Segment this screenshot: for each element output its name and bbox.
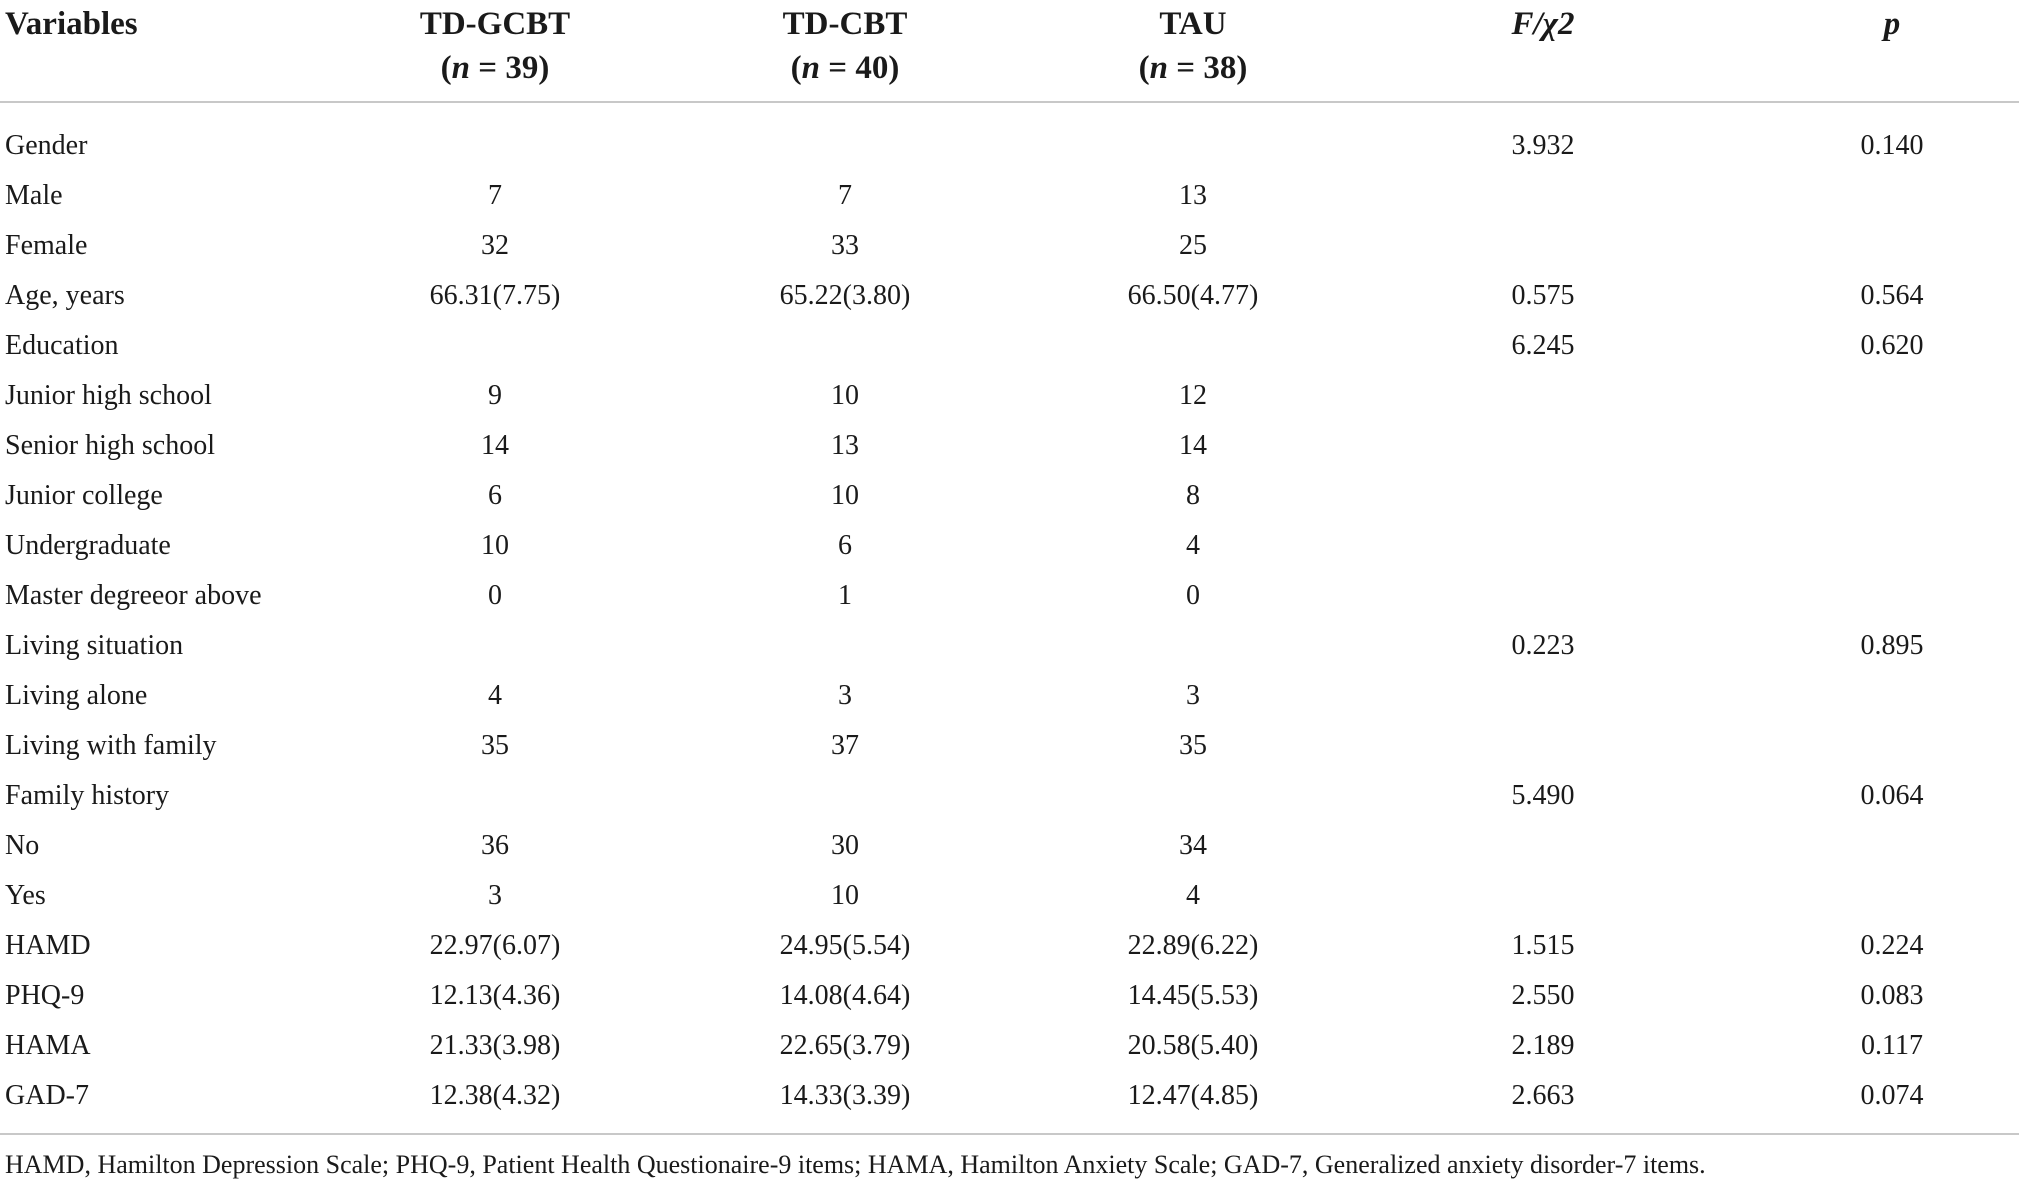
table-row [0,771,2019,821]
cell-stat: 5.490 [1511,780,1575,811]
cell-td-gcbt: 32 [481,230,509,261]
header-td-cbt-n: (n = 40) [790,50,900,86]
row-label: Male [5,180,63,211]
table-row [0,371,2019,421]
cell-tau: 66.50(4.77) [1127,280,1259,311]
row-label: Living with family [5,730,217,761]
cell-p: 0.117 [1861,1030,1923,1061]
table-row [0,321,2019,371]
row-label: GAD-7 [5,1080,89,1111]
cell-td-gcbt: 12.13(4.36) [429,980,561,1011]
header-variables [5,2,138,46]
cell-td-gcbt: 21.33(3.98) [429,1030,561,1061]
row-label: Living situation [5,630,184,661]
table-row [0,921,2019,971]
header-stat-label: F/χ2 [1511,6,1575,42]
row-label: Junior college [5,480,163,511]
cell-td-gcbt: 9 [488,380,502,411]
header-stat [1443,2,1643,46]
cell-td-gcbt: 12.38(4.32) [429,1080,561,1111]
cell-tau: 25 [1179,230,1207,261]
header-tau-n-value: = 38) [1168,50,1248,86]
cell-td-cbt: 14.33(3.39) [779,1080,911,1111]
cell-tau: 12 [1179,380,1207,411]
header-td-gcbt-n: (n = 39) [440,50,550,86]
header-tau-name: TAU [1159,6,1227,42]
cell-tau: 14 [1179,430,1207,461]
row-label: No [5,830,40,861]
cell-stat: 3.932 [1511,130,1575,161]
cell-td-gcbt: 6 [488,480,502,511]
cell-td-gcbt: 7 [488,180,502,211]
cell-td-gcbt: 66.31(7.75) [429,280,561,311]
cell-td-cbt: 22.65(3.79) [779,1030,911,1061]
table-row [0,821,2019,871]
row-label: PHQ-9 [5,980,85,1011]
cell-td-cbt: 14.08(4.64) [779,980,911,1011]
header-td-cbt-name: TD-CBT [782,6,908,42]
row-label: Senior high school [5,430,215,461]
cell-p: 0.140 [1860,130,1924,161]
table-row [0,171,2019,221]
row-label: Master degreeor above [5,580,262,611]
table-row [0,971,2019,1021]
header-td-gcbt-n-value: = 39) [470,50,550,86]
cell-tau: 0 [1186,580,1200,611]
cell-p: 0.083 [1860,980,1924,1011]
cell-stat: 6.245 [1511,330,1575,361]
header-td-cbt-n-label: n [801,50,821,86]
cell-tau: 35 [1179,730,1207,761]
cell-p: 0.620 [1860,330,1924,361]
cell-td-gcbt: 4 [488,680,502,711]
header-p-label: p [1883,6,1901,42]
cell-td-gcbt: 3 [488,880,502,911]
row-label: Education [5,330,119,361]
cell-p: 0.074 [1860,1080,1924,1111]
table-row [0,621,2019,671]
cell-td-gcbt: 36 [481,830,509,861]
cell-tau: 34 [1179,830,1207,861]
table-footnote: HAMD, Hamilton Depression Scale; PHQ-9, Patient Health Questionaire-9 items; HAMA, Hamilton Anxiety Scale; GAD-7, Generalized anxiety disorder-7 items. [5,1150,1706,1179]
row-label: Family history [5,780,170,811]
row-label: Yes [5,880,46,911]
row-label: Age, years [5,280,125,311]
cell-td-cbt: 33 [831,230,859,261]
table-row [0,271,2019,321]
table-row [0,571,2019,621]
header-p [1792,2,1992,46]
table-row [0,871,2019,921]
cell-tau: 20.58(5.40) [1127,1030,1259,1061]
cell-p: 0.564 [1860,280,1924,311]
cell-td-cbt: 3 [838,680,852,711]
cell-tau: 22.89(6.22) [1127,930,1259,961]
cell-td-cbt: 10 [831,480,859,511]
cell-tau: 12.47(4.85) [1127,1080,1259,1111]
table-row [0,521,2019,571]
row-label: HAMD [5,930,91,961]
row-label: Junior high school [5,380,212,411]
cell-td-cbt: 10 [831,380,859,411]
cell-tau: 14.45(5.53) [1127,980,1259,1011]
cell-td-gcbt: 22.97(6.07) [429,930,561,961]
cell-td-gcbt: 14 [481,430,509,461]
cell-td-gcbt: 35 [481,730,509,761]
table-row [0,221,2019,271]
row-label: Female [5,230,88,261]
table-row [0,1071,2019,1121]
cell-stat: 2.663 [1511,1080,1575,1111]
cell-td-cbt: 30 [831,830,859,861]
cell-tau: 4 [1186,880,1200,911]
cell-p: 0.064 [1860,780,1924,811]
cell-td-gcbt: 0 [488,580,502,611]
cell-td-cbt: 37 [831,730,859,761]
table-row [0,471,2019,521]
row-label: Living alone [5,680,148,711]
header-td-gcbt [395,2,595,90]
header-tau-n-label: n [1149,50,1169,86]
table-row [0,721,2019,771]
table-header [0,0,2019,100]
header-variables-label: Variables [5,6,138,42]
cell-td-cbt: 7 [838,180,852,211]
row-label: HAMA [5,1030,91,1061]
footer-divider [0,1133,2019,1135]
cell-td-cbt: 1 [838,580,852,611]
row-label: Undergraduate [5,530,171,561]
row-label: Gender [5,130,88,161]
cell-tau: 4 [1186,530,1200,561]
cell-p: 0.895 [1860,630,1924,661]
cell-td-cbt: 13 [831,430,859,461]
cell-td-cbt: 10 [831,880,859,911]
cell-td-gcbt: 10 [481,530,509,561]
header-td-gcbt-name: TD-GCBT [419,6,571,42]
cell-stat: 0.575 [1511,280,1575,311]
header-tau [1093,2,1293,90]
cell-stat: 2.550 [1511,980,1575,1011]
table-row [0,121,2019,171]
cell-tau: 8 [1186,480,1200,511]
cell-p: 0.224 [1860,930,1924,961]
table-row [0,671,2019,721]
header-tau-n: (n = 38) [1138,50,1248,86]
table-row [0,421,2019,471]
cell-td-cbt: 6 [838,530,852,561]
header-td-gcbt-n-label: n [451,50,471,86]
cell-stat: 0.223 [1511,630,1575,661]
header-divider [0,101,2019,103]
header-td-cbt [745,2,945,90]
cell-tau: 3 [1186,680,1200,711]
cell-td-cbt: 65.22(3.80) [779,280,911,311]
table-row [0,1021,2019,1071]
cell-tau: 13 [1179,180,1207,211]
cell-stat: 1.515 [1511,930,1575,961]
cell-stat: 2.189 [1511,1030,1575,1061]
header-td-cbt-n-value: = 40) [820,50,900,86]
cell-td-cbt: 24.95(5.54) [779,930,911,961]
